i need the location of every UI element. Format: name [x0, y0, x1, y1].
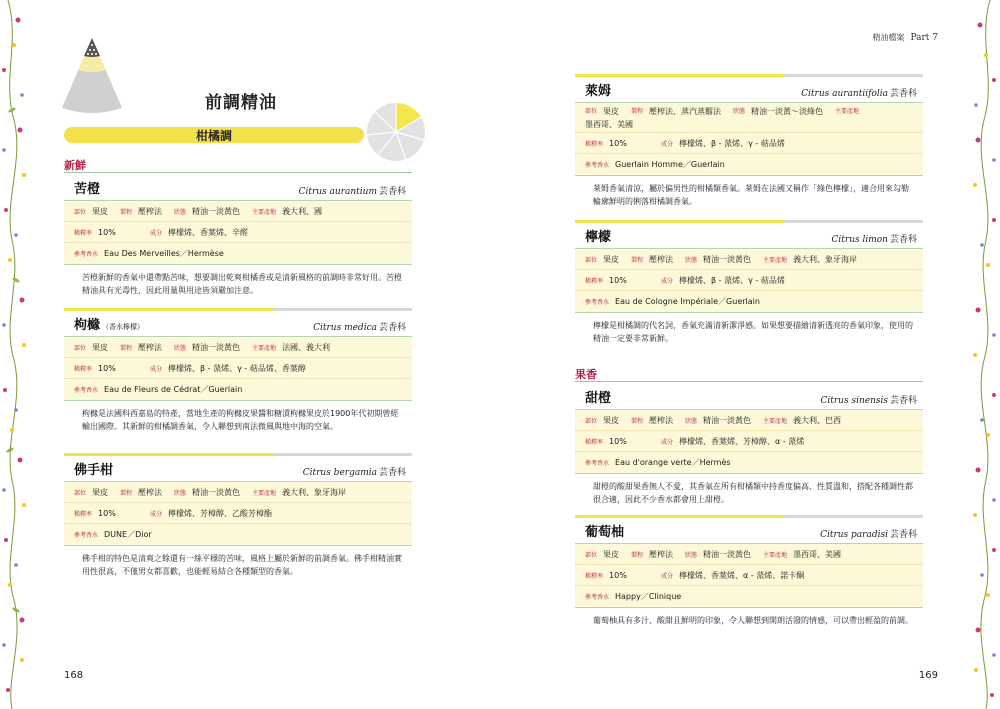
field-value: 壓榨法 — [649, 549, 674, 559]
field-value: 義大利、象牙海岸 — [282, 487, 347, 497]
field-value: 檸檬烯、β - 蒎烯、γ - 萜品烯 — [679, 275, 785, 285]
oil-info-table — [64, 200, 412, 265]
header-title: 精油檔案 — [872, 33, 905, 42]
field-value: 檸檬烯、β - 蒎烯、γ - 萜品烯 — [679, 138, 785, 148]
info-row — [64, 379, 412, 400]
oil-name: 佛手柑 — [74, 463, 114, 478]
field-value: 果皮 — [92, 487, 109, 497]
oil-info-table — [64, 481, 412, 546]
oil-latin-name: Citrus bergamia 芸香科 — [302, 468, 406, 478]
field-label: 部位 — [74, 344, 87, 352]
oil-info-table — [575, 409, 923, 474]
field-value: 精油一淡黃色 — [703, 415, 752, 425]
field-value: Eau Des Merveilles／Hermèse — [104, 249, 224, 258]
field-value: 墨西哥、美國 — [793, 549, 842, 559]
field-label: 成分 — [661, 438, 674, 446]
group-title: 柑橘調 — [195, 128, 232, 143]
field-value: 精油一淡黃色 — [192, 487, 241, 497]
page-number-left: 168 — [64, 670, 84, 681]
info-row — [64, 503, 412, 524]
field-value: 10% — [98, 227, 116, 237]
field-value: 壓榨法 — [138, 206, 163, 216]
info-row — [64, 201, 412, 222]
field-value: 法國、義大利 — [282, 342, 331, 352]
oil-info-table — [64, 336, 412, 401]
oil-latin-name: Citrus aurantium 芸香科 — [298, 187, 406, 197]
field-label: 製程 — [631, 551, 644, 559]
oil-description: 葡萄柚具有多汁、酸甜且鮮明的印象，令人聯想到開朗活潑的情感，可以帶出輕盈的前調。 — [593, 616, 913, 625]
field-value: 精油一淡黃～淡綠色 — [751, 106, 824, 116]
category-label-fruity: 果香 — [575, 368, 597, 381]
field-label: 部位 — [585, 417, 598, 425]
oil-name: 檸檬 — [585, 230, 612, 245]
field-label: 成分 — [661, 277, 674, 285]
oil-entry-lime — [575, 74, 923, 208]
info-row — [64, 358, 412, 379]
field-value: 精油一淡黃色 — [192, 342, 241, 352]
oil-name: 萊姆 — [585, 84, 612, 99]
page-number-right: 169 — [918, 670, 938, 681]
field-label: 主要產地 — [835, 107, 860, 115]
field-value: 精油一淡黃色 — [192, 206, 241, 216]
field-label: 製程 — [120, 489, 133, 497]
entry-header — [64, 311, 412, 336]
field-value: 10% — [609, 138, 627, 148]
field-value: 10% — [609, 436, 627, 446]
field-value: 10% — [98, 363, 116, 373]
citrus-wheel-icon — [366, 102, 426, 162]
fragrance-pyramid-icon — [60, 36, 124, 116]
field-label: 參考香水 — [585, 162, 610, 169]
field-label: 主要產地 — [252, 208, 277, 216]
field-label: 參考香水 — [74, 532, 99, 539]
header-part: Part 7 — [910, 33, 938, 43]
floral-border-right-icon — [970, 0, 1000, 709]
field-label: 稀釋率 — [74, 229, 93, 237]
oil-name: 枸櫞 （香水檸檬） — [74, 318, 145, 333]
section-title: 前調精油 — [205, 93, 277, 113]
oil-latin-name: Citrus sinensis 芸香科 — [820, 396, 917, 406]
field-label: 部位 — [74, 208, 87, 216]
oil-latin-name: Citrus limon 芸香科 — [831, 235, 917, 245]
oil-name: 甜橙 — [585, 391, 612, 406]
field-label: 參考香水 — [74, 251, 99, 258]
info-row — [575, 154, 923, 175]
field-label: 部位 — [585, 256, 598, 264]
info-row — [64, 482, 412, 503]
oil-entry-bitter-orange — [64, 175, 412, 297]
field-value: DUNE／Dior — [104, 530, 152, 539]
info-row — [64, 243, 412, 264]
floral-border-left-icon — [0, 0, 30, 709]
info-row — [575, 291, 923, 312]
field-value: 10% — [609, 570, 627, 580]
field-label: 成分 — [150, 229, 163, 237]
field-label: 參考香水 — [585, 594, 610, 601]
field-value: 精油一淡黃色 — [703, 254, 752, 264]
field-value: 果皮 — [603, 106, 620, 116]
field-value: 檸檬烯、香葉烯、α - 蒎烯、諾卡酮 — [679, 570, 805, 580]
info-row — [575, 431, 923, 452]
oil-latin-name: Citrus paradisi 芸香科 — [820, 530, 917, 540]
field-value: 檸檬烯、香葉烯、辛醛 — [168, 227, 249, 237]
info-row — [575, 270, 923, 291]
field-value: 10% — [98, 508, 116, 518]
field-label: 狀態 — [174, 489, 187, 497]
oil-description: 枸櫞是法國科西嘉島的特產，當地生產的枸櫞皮果醬和糖漬枸櫞果皮於1900年代初期曾經輸出國際。其新鮮的柑橘調香氣，令人聯想到南法微風與地中海的空氣。 — [82, 409, 399, 431]
field-label: 狀態 — [685, 417, 698, 425]
oil-entry-citron — [64, 308, 412, 433]
oil-latin-name: Citrus medica 芸香科 — [313, 323, 406, 333]
field-label: 狀態 — [733, 107, 746, 115]
info-row — [575, 565, 923, 586]
field-label: 參考香水 — [74, 387, 99, 394]
field-label: 成分 — [150, 510, 163, 518]
field-value: 檸檬烯、芳樟醇、乙酸芳樟酯 — [168, 508, 273, 518]
category-label-fresh: 新鮮 — [64, 159, 86, 172]
field-label: 製程 — [120, 344, 133, 352]
oil-latin-name: Citrus aurantiifolia 芸香科 — [801, 89, 917, 99]
oil-description: 佛手柑的特色是清爽之餘還有一絲平穩的苦味，風格上屬於新鮮的前調香氣。佛手柑精油實用性很高，不僅男女都喜歡，也能輕易結合各種類型的香氣。 — [82, 554, 402, 576]
info-row — [64, 222, 412, 243]
field-label: 狀態 — [685, 256, 698, 264]
info-row — [575, 410, 923, 431]
field-value: 果皮 — [92, 342, 109, 352]
info-row — [575, 103, 923, 133]
oil-description: 檸檬是柑橘調的代名詞，香氣充滿清新潔淨感。如果想要描繪清新透亮的香氣印象，使用的精油一定要非常新鮮。 — [593, 321, 913, 343]
category-rule — [64, 172, 412, 173]
info-row — [64, 337, 412, 358]
info-row — [575, 133, 923, 154]
field-label: 成分 — [150, 365, 163, 373]
entry-header — [575, 77, 923, 102]
oil-name: 葡萄柚 — [585, 525, 625, 540]
field-label: 製程 — [120, 208, 133, 216]
field-label: 部位 — [585, 551, 598, 559]
field-label: 狀態 — [174, 344, 187, 352]
field-label: 稀釋率 — [585, 572, 604, 580]
field-label: 參考香水 — [585, 460, 610, 467]
field-value: 墨西哥、美國 — [585, 119, 633, 129]
field-value: 果皮 — [603, 254, 620, 264]
field-value: 果皮 — [603, 415, 620, 425]
oil-entry-lemon — [575, 220, 923, 345]
entry-header — [575, 384, 923, 409]
info-row — [64, 524, 412, 545]
oil-entry-bergamot — [64, 453, 412, 578]
field-value: 檸檬烯、香葉烯、芳樟醇、α - 蒎烯 — [679, 436, 805, 446]
field-label: 成分 — [661, 572, 674, 580]
field-label: 製程 — [631, 107, 644, 115]
field-label: 參考香水 — [585, 299, 610, 306]
field-label: 狀態 — [174, 208, 187, 216]
field-value: 義大利、象牙海岸 — [793, 254, 858, 264]
field-value: 壓榨法、蒸汽蒸餾法 — [649, 106, 722, 116]
running-header — [872, 32, 938, 43]
field-value: 果皮 — [92, 206, 109, 216]
field-value: Eau de Fleurs de Cédrat／Guerlain — [104, 385, 243, 394]
field-label: 稀釋率 — [74, 365, 93, 373]
field-value: 果皮 — [603, 549, 620, 559]
field-label: 稀釋率 — [585, 277, 604, 285]
field-label: 製程 — [631, 417, 644, 425]
field-label: 狀態 — [685, 551, 698, 559]
category-rule — [575, 381, 923, 382]
entry-header — [64, 175, 412, 200]
field-value: 壓榨法 — [138, 342, 163, 352]
oil-entry-grapefruit — [575, 515, 923, 627]
field-value: Eau de Cologne Impériale／Guerlain — [615, 297, 760, 306]
field-label: 部位 — [585, 107, 598, 115]
field-value: 檸檬烯、β - 蒎烯、γ - 萜品烯、香葉醇 — [168, 363, 306, 373]
field-value: Guerlain Homme／Guerlain — [615, 160, 725, 169]
field-value: 義大利、國 — [282, 206, 323, 216]
field-label: 主要產地 — [252, 344, 277, 352]
entry-header — [575, 223, 923, 248]
field-label: 部位 — [74, 489, 87, 497]
field-label: 主要產地 — [763, 256, 788, 264]
oil-name: 苦橙 — [74, 182, 101, 197]
group-banner — [64, 127, 364, 143]
field-label: 稀釋率 — [74, 510, 93, 518]
info-row — [575, 452, 923, 473]
oil-description: 甜橙的酸甜果香無人不愛，其香氣在所有柑橘類中持香度偏高、性質溫和，搭配各種調性都很合適，因此不少香水都會用上甜橙。 — [593, 482, 913, 504]
field-label: 稀釋率 — [585, 140, 604, 148]
field-label: 成分 — [661, 140, 674, 148]
info-row — [575, 586, 923, 607]
field-label: 製程 — [631, 256, 644, 264]
oil-description: 苦橙新鮮的香氣中還帶點苦味，想要調出乾爽柑橘香或是清新風格的前調時非常好用。苦橙精油具有光毒性，因此用量與用途皆須嚴加注意。 — [82, 273, 402, 295]
info-row — [575, 249, 923, 270]
field-label: 主要產地 — [252, 489, 277, 497]
field-value: 精油一淡黃色 — [703, 549, 752, 559]
field-label: 稀釋率 — [585, 438, 604, 446]
oil-entry-sweet-orange — [575, 384, 923, 506]
field-value: 10% — [609, 275, 627, 285]
field-value: 壓榨法 — [138, 487, 163, 497]
oil-info-table — [575, 248, 923, 313]
oil-info-table — [575, 543, 923, 608]
field-value: Happy／Clinique — [615, 592, 682, 601]
field-value: 壓榨法 — [649, 415, 674, 425]
field-value: 壓榨法 — [649, 254, 674, 264]
oil-description: 萊姆香氣清涼，屬於偏男性的柑橘類香氣。萊姆在法國又稱作「綠色檸檬」，適合用來勾勒輪廓鮮明的俐落柑橘調香氣。 — [593, 184, 909, 206]
field-value: 義大利、巴西 — [793, 415, 842, 425]
oil-info-table — [575, 102, 923, 176]
entry-header — [64, 456, 412, 481]
info-row — [575, 544, 923, 565]
field-label: 主要產地 — [763, 551, 788, 559]
field-value: Eau d'orange verte／Hermès — [615, 458, 731, 467]
field-label: 主要產地 — [763, 417, 788, 425]
entry-header — [575, 518, 923, 543]
